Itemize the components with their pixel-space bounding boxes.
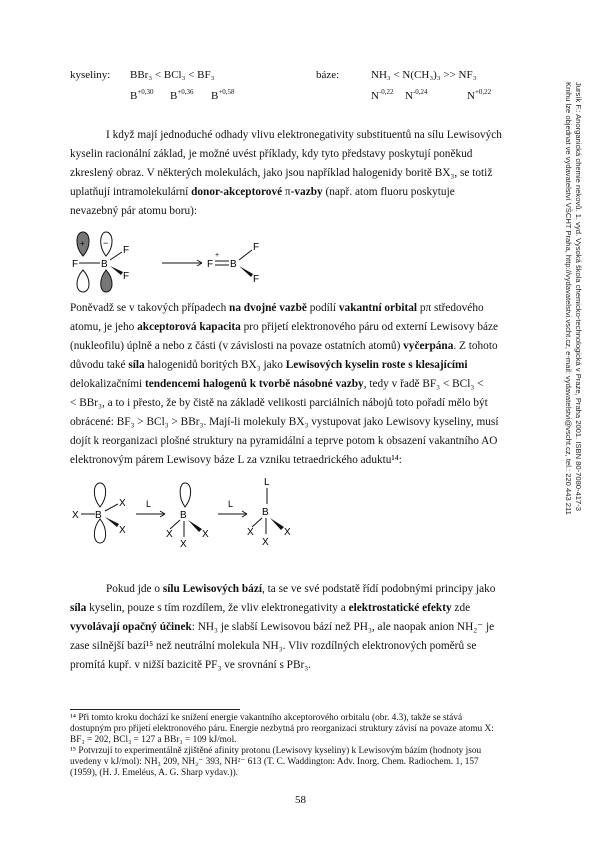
p3-line: Pokud jde o sílu Lewisových bází, ta se ve své podstatě řídí podobnými principy jako (106, 583, 496, 595)
footnote-divider (70, 709, 240, 710)
b-atom: B (101, 259, 108, 270)
p1-line: kyselin racionální základ, je možné uvést příklady, kdy tyto představy poskytují poněkud (70, 148, 473, 160)
footnote-line: (1959), (H. J. Emeléus, A. G. Sharp vydav.)). (70, 768, 239, 778)
arrow-label: L (228, 499, 234, 509)
x-atom: X (119, 525, 126, 536)
charge: − (103, 238, 109, 248)
p1-line: zkreslený obraz. V některých molekulách, jako jsou například halogenidy boritě BX₃, se totiž (70, 167, 493, 179)
p3-line: vyvolávají opačný účinek: NH₃ je slabší Lewisovou bází než PH₃, ale naopak anion NH₂⁻ je (70, 621, 495, 633)
x-atom: X (202, 529, 209, 540)
footnote-line: uvedeny v kJ/mol): NH₃ 209, NH₂⁻ 393, NH²⁻ 613 (T. C. Waddington: Adv. Inorg. Chem. Radiochem. 1, 157 (70, 757, 479, 767)
side-citation-line-1: Jursík F.: Anorganická chemie nekovů. 1. vyd. Vysoká škola chemicko-technologická v Praze, Praha 2001. ISBN 80-7080-417-3 (574, 82, 583, 511)
p2-line: dojít k reorganizaci plošné struktury na pyramidální a teprve potom k obsazení vakantního AO (70, 435, 498, 447)
footnote-line: ¹⁵ Potvrzují to experimentálně zjištěné afinity protonu (Lewisovy kyseliny) k Lewisovým bázím (hodnoty jsou (70, 746, 482, 756)
acids-label: kyseliny: (70, 69, 111, 81)
acids-charge-3: $B^{+0,58}$ (211, 88, 235, 102)
b-atom: B (262, 507, 269, 518)
charge: + (80, 239, 85, 248)
bases-order: NH₃ < N(CH₃)₃ >> NF₃ (371, 69, 477, 81)
p2-line: důvodu také síla halogenidů boritých BX₃ jako Lewisových kyselin roste s klesajícími (70, 359, 468, 371)
p1-line: uplatňují intramolekulární donor-akceptorové π-vazby (např. atom fluoru poskytuje (70, 186, 455, 198)
x-atom: X (284, 527, 291, 538)
p1-line: I když mají jednoduché odhady vlivu elektronegativity substituentů na sílu Lewisových (106, 129, 502, 141)
footnote-line: dostupným pro přijetí elektronového páru. Energie nezbytná pro reorganizaci struktury závisí na povaze atomu X: (70, 724, 494, 734)
f-atom: F (123, 271, 130, 282)
f-atom: F (253, 274, 260, 285)
arrow-label: L (146, 499, 152, 509)
f-atom: F (72, 259, 79, 270)
b-atom: B (95, 510, 102, 521)
side-citation-line-2: Knihu lze objednat ve vydavatelství VŠCHT Praha, http://vydavatelstvi.vscht.cz, e-mail: vydavatelstvi@vscht.cz, tel.: 220 443 211 (564, 82, 573, 515)
bases-charge-1: $N^{-0,22}$ (371, 88, 394, 102)
p3-line: síla kyselin, pouze s tím rozdílem, že vliv elektronegativity a elektrostatické efekty zde (70, 602, 471, 614)
acids-order: BBr₃ < BCl₃ < BF₃ (130, 69, 215, 81)
x-atom: X (72, 510, 79, 521)
x-atom: X (119, 498, 126, 509)
b-atom: B (230, 259, 237, 270)
p2-line: obrácené: BF₃ > BCl₃ > BBr₃. Mají-li molekuly BX₃ vystupovat jako Lewisovy kyseliny, musí (70, 416, 499, 428)
bases-label: báze: (316, 69, 340, 81)
l-atom: L (264, 477, 270, 488)
footnote-line: BF₃ = 202, BCl₃ = 127 a BBr₃ = 109 kJ/mol. (70, 735, 237, 745)
p2-line: delokalizačními tendencemi halogenů k tvorbě násobné vazby, tedy v řadě BF₃ < BCl₃ < (70, 378, 484, 390)
x-atom: X (262, 537, 269, 548)
f-atom: F (123, 245, 130, 256)
bases-charge-2: $N^{-0,24}$ (405, 88, 428, 102)
f-atom: F (253, 242, 260, 253)
x-atom: X (247, 527, 254, 538)
x-atom: X (166, 529, 173, 540)
p2-line: Poněvadž se v takových případech na dvojné vazbě podílí vakantní orbital pπ středového (70, 302, 484, 314)
f-atom: F (207, 259, 214, 270)
p2-line: < BBr₃, a to i přesto, že by čistě na základě velikosti parciálních nábojů toto pořadí mělo být (70, 397, 488, 409)
x-atom: X (180, 539, 187, 550)
charge: + (215, 252, 220, 259)
b-atom: B (180, 510, 187, 521)
acids-charge-1: $B^{+0,30}$ (130, 88, 154, 102)
p2-line: (nukleofilu) úplně a nebo z části (v závislosti na povaze ostatních atomů) vyčerpána. Z tohoto (70, 340, 498, 352)
acids-charge-2: $B^{+0,36}$ (170, 88, 194, 102)
p1-line: nevazebný pár atomu boru): (70, 205, 198, 217)
bases-charge-3: $N^{+0,22}$ (467, 88, 492, 102)
bf3-pi-bond-diagram (70, 226, 290, 298)
footnote-line: ¹⁴ Při tomto kroku dochází ke snížení energie vakantního akceptorového orbitalu (obr. 4.3), takže se stává (70, 713, 463, 723)
adduct-formation-diagram (70, 471, 310, 563)
p2-line: atomu, je jeho akceptorová kapacita pro přijetí elektronového páru od externí Lewisovy báze (70, 321, 499, 333)
p2-line: elektronovým párem Lewisovy báze L za vzniku tetraedrického aduktu¹⁴: (70, 454, 402, 466)
p3-line: zase silnější bazí¹⁵ než neutrální molekula NH₃. Vliv rozdílných elektronových poměrů se (70, 640, 477, 652)
page-number: 58 (295, 794, 306, 806)
p3-line: promítá kupř. v nižší bazicitě PF₃ ve srovnání s PBr₃. (70, 659, 312, 671)
